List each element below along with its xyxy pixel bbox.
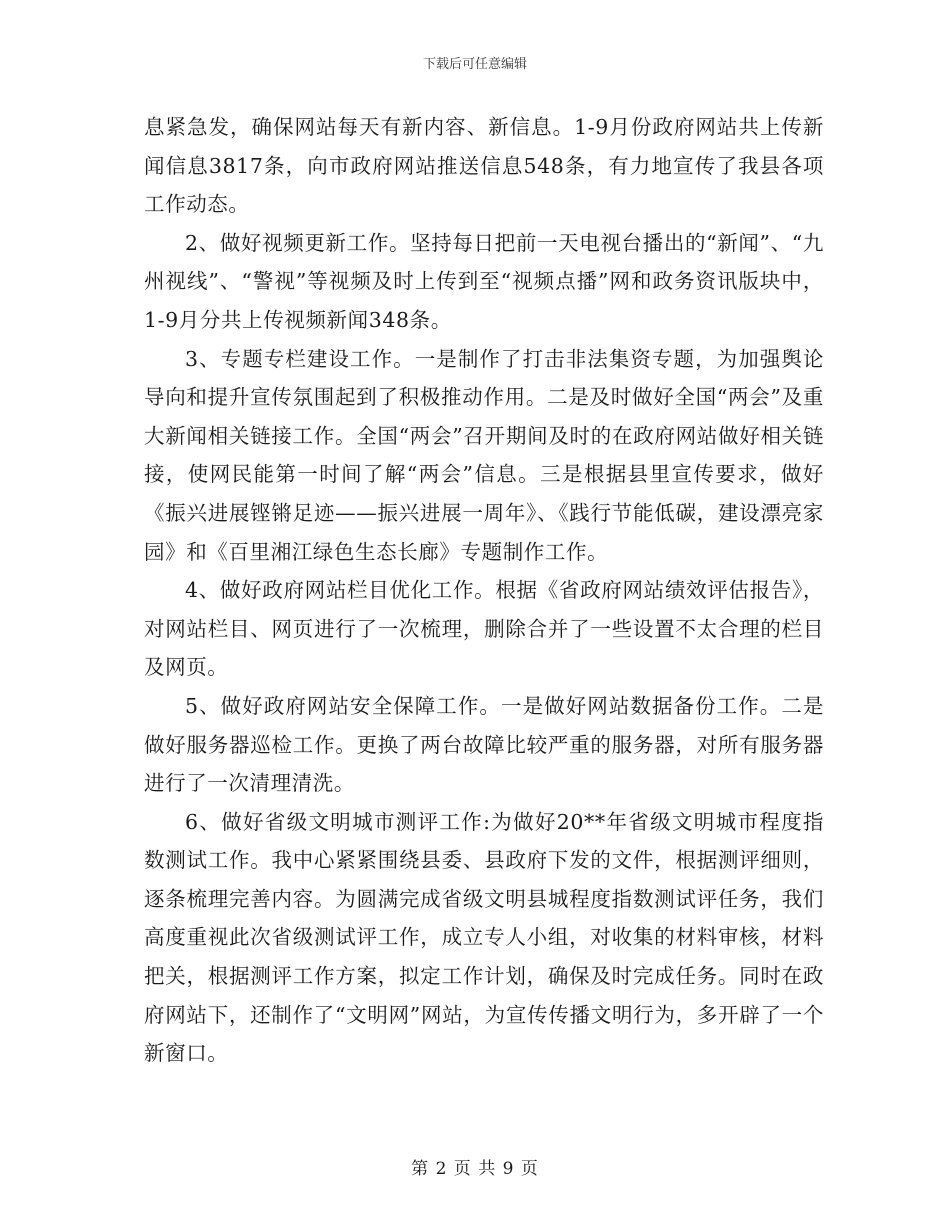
paragraph-6: 6、做好省级文明城市测评工作:为做好20**年省级文明城市程度指数测试工作。我中心紧紧围绕县委、县政府下发的文件，根据测评细则，逐条梳理完善内容。为圆满完成省级文明县城程度指数测试评任务，我们高度重视此次省级测试评工作，成立专人小组，对收集的材料审核，材料把关，根据测评工作方案，拟定工作计划，确保及时完成任务。同时在政府网站下，还制作了“文明网”网站，为宣传传播文明行为，多开辟了一个新窗口。 [144, 809, 824, 1066]
paragraph-4: 4、做好政府网站栏目优化工作。根据《省政府网站绩效评估报告》，对网站栏目、网页进行了一次梳理，删除合并了一些设置不太合理的栏目及网页。 [144, 578, 824, 680]
paragraph-1: 息紧急发，确保网站每天有新内容、新信息。1-9月份政府网站共上传新闻信息3817条，向市政府网站推送信息548条，有力地宣传了我县各项工作动态。 [144, 115, 824, 217]
document-body [144, 108, 824, 1073]
page-header: 下载后可任意编辑 [422, 57, 527, 72]
paragraph-3: 3、专题专栏建设工作。一是制作了打击非法集资专题，为加强舆论导向和提升宣传氛围起到了积极推动作用。二是及时做好全国“两会”及重大新闻相关链接工作。全国“两会”召开期间及时的在政府网站做好相关链接，使网民能第一时间了解“两会”信息。三是根据县里宣传要求，做好《振兴进展铿锵足迹——振兴进展一周年》、《践行节能低碳，建设漂亮家园》和《百里湘江绿色生态长廊》专题制作工作。 [144, 346, 824, 564]
paragraph-5: 5、做好政府网站安全保障工作。一是做好网站数据备份工作。二是做好服务器巡检工作。更换了两台故障比较严重的服务器，对所有服务器进行了一次清理清洗。 [144, 693, 824, 796]
page-number-footer: 第 2 页 共 9 页 [411, 1159, 539, 1179]
paragraph-2: 2、做好视频更新工作。坚持每日把前一天电视台播出的“新闻”、“九州视线”、“警视”等视频及时上传到至“视频点播”网和政务资讯版块中，1-9月分共上传视频新闻348条。 [144, 230, 824, 332]
